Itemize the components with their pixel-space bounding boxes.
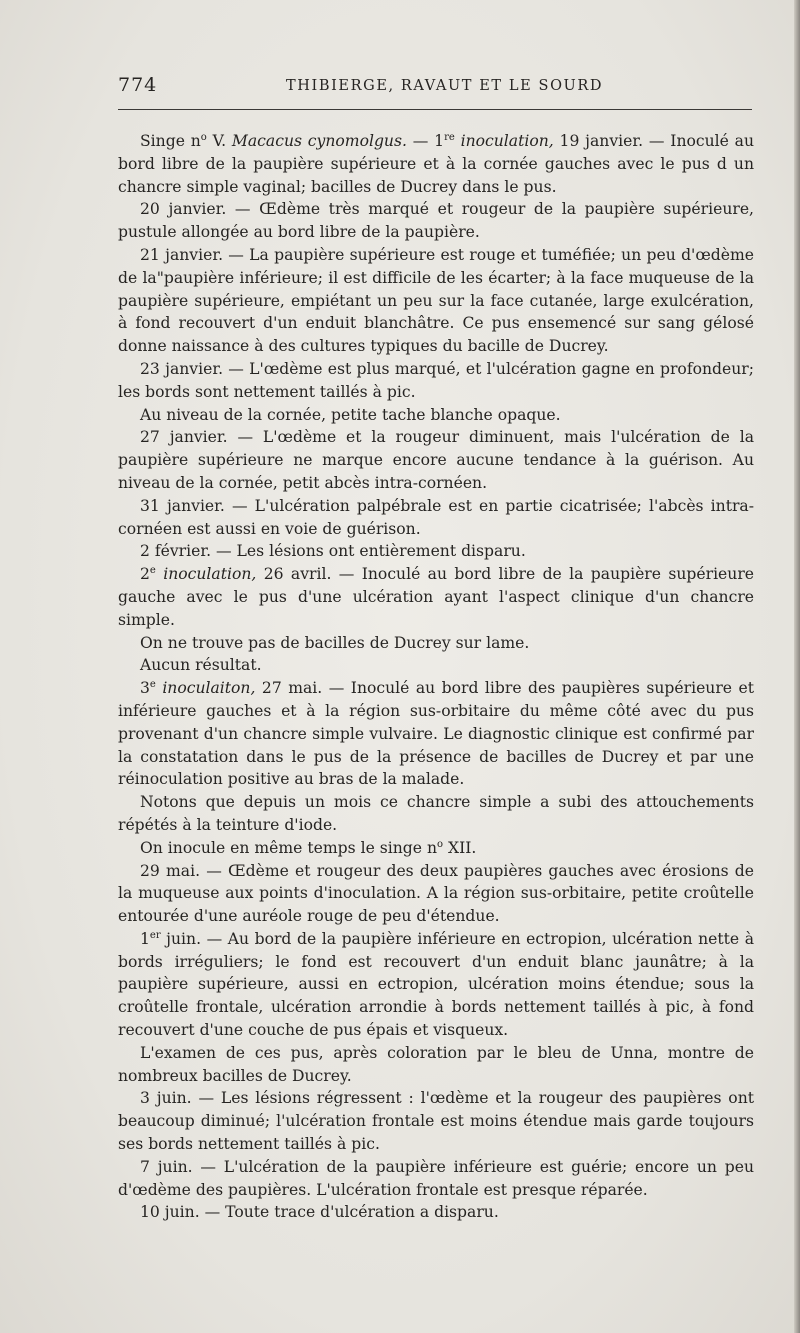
paragraph: 2e inoculation, 26 avril. — Inoculé au bord libre de la paupière supérieure gauche avec le pus d'une ulcération ayant l'aspect clinique d'un chancre simple.	[118, 564, 755, 629]
page-number: 774	[118, 74, 158, 96]
paragraph: 21 janvier. — La paupière supérieure est rouge et tuméfiée; un peu d'œdème de la"paupière inférieure; il est difficile de les écarter; à la face muqueuse de la paupière supérieure, empiétant un peu sur la face cutanée, large exulcération, à fond recouvert d'un enduit blanchâtre. Ce pus ensemencé sur sang gélosé donne naissance à des cultures typiques du bacille de Ducrey.	[118, 245, 754, 356]
paragraph: 1er juin. — Au bord de la paupière inférieure en ectropion, ulcération nette à bords irréguliers; le fond est recouvert d'un enduit blanc jaunâtre; à la paupière supérieure, aussi en ectropion, ulcération moins étendue; sous la croûtelle frontale, ulcération arrondie à bords nettement taillés à pic, à fond recouvert d'une couche de pus épais et visqueux.	[118, 929, 754, 1040]
paragraph: On inocule en même temps le singe $n^o$ XII.	[140, 838, 477, 857]
paragraph: 3 juin. — Les lésions régressent : l'œdème et la rougeur des paupières ont beaucoup diminué; l'ulcération frontale est moins étendue mais garde toujours ses bords nettement taillés à pic.	[118, 1089, 754, 1154]
paragraph: 23 janvier. — L'œdème est plus marqué, et l'ulcération gagne en profondeur; les bords sont nettement taillés à pic.	[118, 359, 754, 401]
paragraph: Singe $n^o$ V. Macacus cynomolgus. — 1re inoculation, 19 janvier. — Inoculé au bord libre de la paupière supérieure et à la cornée gauches avec le pus d un chancre simple vaginal; bacilles de Ducrey dans le pus.	[118, 131, 755, 196]
paragraph: 7 juin. — L'ulcération de la paupière inférieure est guérie; encore un peu d'œdème des paupières. L'ulcération frontale est presque réparée.	[118, 1157, 754, 1199]
page-header	[118, 74, 754, 104]
paragraph: L'examen de ces pus, après coloration par le bleu de Unna, montre de nombreux bacilles de Ducrey.	[118, 1043, 754, 1085]
header-rule	[118, 109, 752, 110]
paragraph: 3e inoculaiton, 27 mai. — Inoculé au bord libre des paupières supérieure et inférieure gauches et à la région sus-orbitaire du même côté avec du pus provenant d'un chancre simple vulvaire. Le diagnostic clinique est confirmé par la constatation dans le pus de la présence de bacilles de Ducrey et par une réinoculation positive au bras de la malade.	[118, 678, 755, 789]
paragraph: On ne trouve pas de bacilles de Ducrey sur lame.	[140, 633, 530, 652]
paragraph: 29 mai. — Œdème et rougeur des deux paupières gauches avec érosions de la muqueuse aux points d'inoculation. A la région sus-orbitaire, petite croûtelle entourée d'une auréole rouge de peu d'étendue.	[118, 861, 754, 926]
running-head: THIBIERGE, RAVAUT ET LE SOURD	[286, 78, 604, 94]
paragraph: Notons que depuis un mois ce chancre simple a subi des attouchements répétés à la teinture d'iode.	[118, 793, 754, 834]
paragraph: 10 juin. — Toute trace d'ulcération a disparu.	[140, 1203, 499, 1222]
paragraph: 20 janvier. — Œdème très marqué et rougeur de la paupière supérieure, pustule allongée au bord libre de la paupière.	[118, 200, 754, 242]
paragraph: 27 janvier. — L'œdème et la rougeur diminuent, mais l'ulcération de la paupière supérieure ne marque encore aucune tendance à la guérison. Au niveau de la cornée, petit abcès intra-cornéen.	[118, 428, 754, 492]
paragraph: Aucun résultat.	[140, 656, 262, 675]
page-edge-shadow	[794, 0, 800, 1333]
body-text	[118, 130, 754, 1224]
paragraph: 31 janvier. — L'ulcération palpébrale est en partie cicatrisée; l'abcès intra-cornéen est aussi en voie de guérison.	[118, 496, 754, 538]
paragraph: Au niveau de la cornée, petite tache blanche opaque.	[140, 405, 561, 424]
paragraph: 2 février. — Les lésions ont entièrement disparu.	[140, 542, 526, 561]
